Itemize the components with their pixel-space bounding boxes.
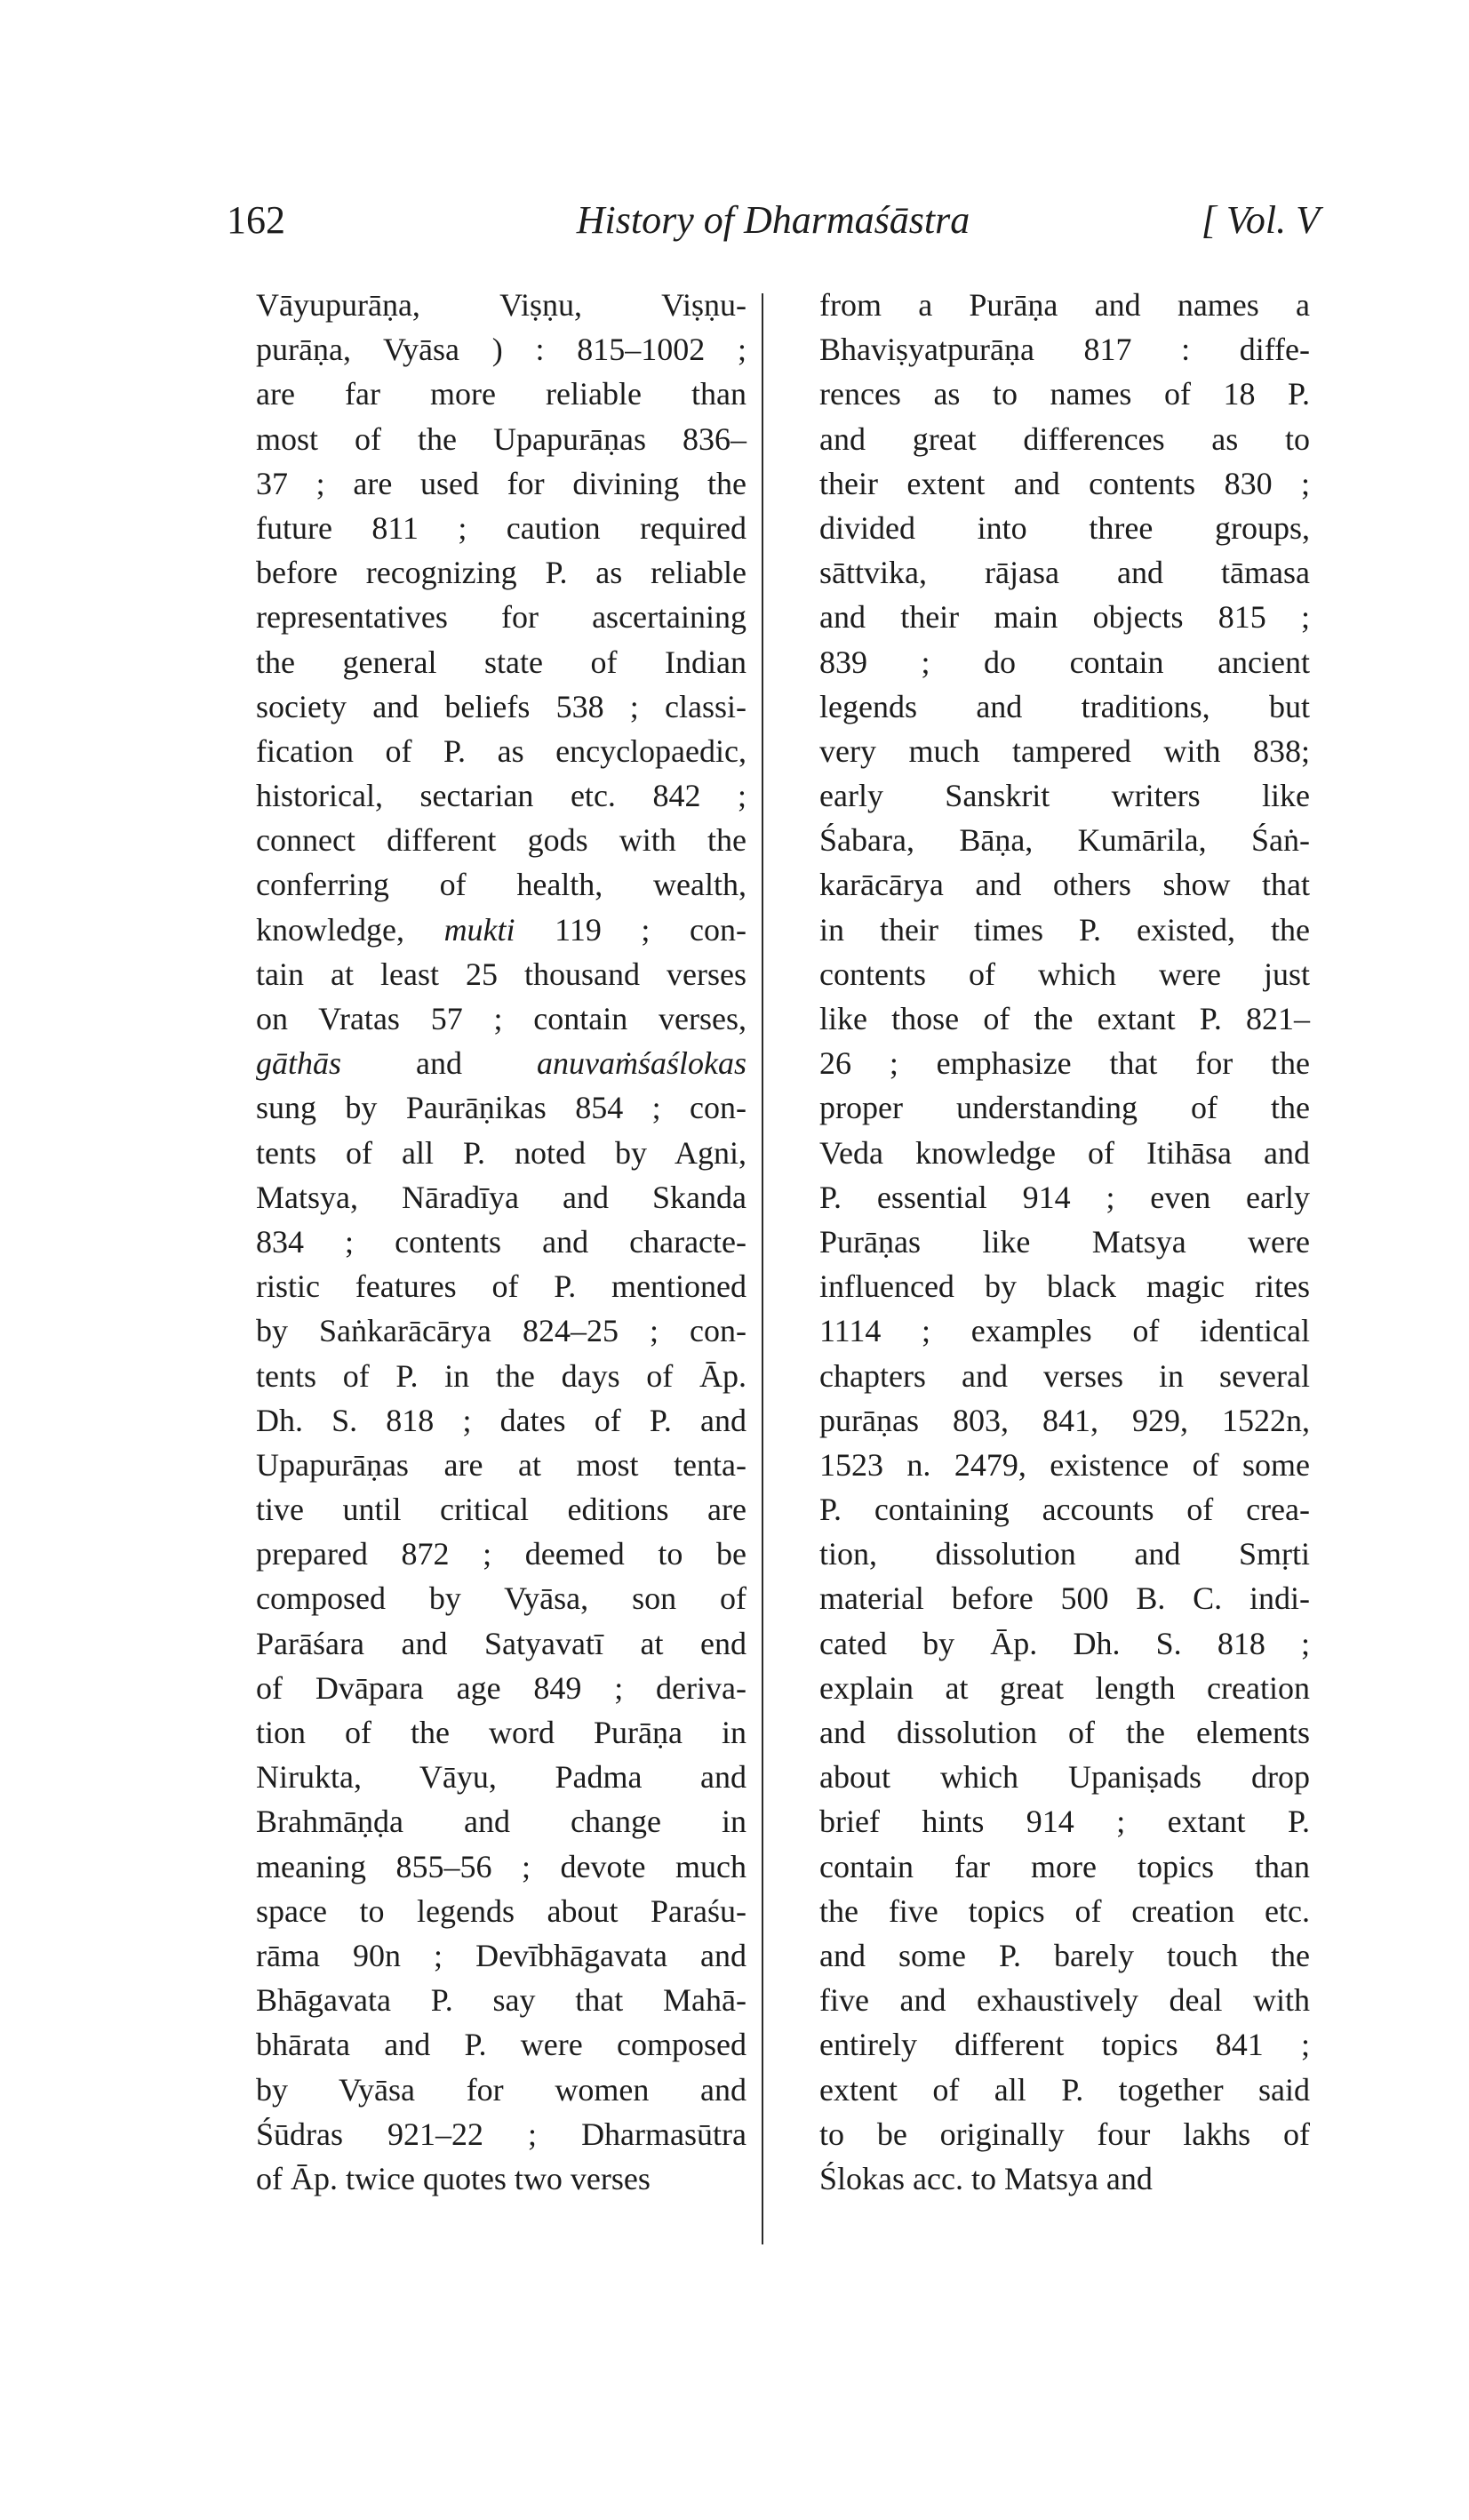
index-line: from a Purāṇa and names a [819, 287, 1310, 323]
index-line: early Sanskrit writers like [819, 778, 1310, 814]
index-line: gāthās and anuvaṁśaślokas [256, 1045, 746, 1082]
index-line: proper understanding of the [819, 1090, 1310, 1126]
index-line: Bhaviṣyatpurāṇa 817 : diffe- [819, 332, 1310, 368]
index-line: and their main objects 815 ; [819, 599, 1310, 636]
index-line: bhārata and P. were composed [256, 2027, 746, 2063]
index-line: 839 ; do contain ancient [819, 644, 1310, 680]
index-line: space to legends about Paraśu- [256, 1892, 746, 1929]
index-line: P. containing accounts of crea- [819, 1492, 1310, 1528]
index-line: of Āp. twice quotes two verses [256, 2160, 651, 2196]
index-line: conferring of health, wealth, [256, 867, 746, 903]
index-line: about which Upaniṣads drop [819, 1759, 1310, 1796]
index-line: meaning 855–56 ; devote much [256, 1848, 746, 1884]
index-line: Veda knowledge of Itihāsa and [819, 1134, 1310, 1171]
index-line: before recognizing P. as reliable [256, 555, 746, 591]
index-line: Upapurāṇas are at most tenta- [256, 1446, 746, 1483]
index-line: Śūdras 921–22 ; Dharmasūtra [256, 2116, 746, 2152]
index-line: and some P. barely touch the [819, 1937, 1310, 1973]
index-line: Dh. S. 818 ; dates of P. and [256, 1402, 746, 1438]
index-line: brief hints 914 ; extant P. [819, 1804, 1310, 1840]
index-line: historical, sectarian etc. 842 ; [256, 778, 746, 814]
index-line: tents of P. in the days of Āp. [256, 1357, 746, 1394]
index-line: 26 ; emphasize that for the [819, 1045, 1310, 1082]
index-line: contents of which were just [819, 956, 1310, 992]
index-line: their extent and contents 830 ; [819, 465, 1310, 501]
index-line: prepared 872 ; deemed to be [256, 1536, 746, 1572]
index-line: and great differences as to [819, 420, 1310, 457]
index-line: and dissolution of the elements [819, 1715, 1310, 1750]
running-title: History of Dharmaśāstra [576, 198, 970, 242]
index-line: 834 ; contents and characte- [256, 1223, 746, 1260]
index-line: material before 500 B. C. indi- [819, 1580, 1310, 1617]
index-line: of Dvāpara age 849 ; deriva- [256, 1669, 746, 1706]
index-line: purāṇa, Vyāsa ) : 815–1002 ; [256, 332, 746, 368]
index-line: society and beliefs 538 ; classi- [256, 688, 746, 724]
index-line: in their times P. existed, the [819, 911, 1310, 948]
index-line: are far more reliable than [256, 376, 746, 412]
index-line: by Saṅkarācārya 824–25 ; con- [256, 1313, 746, 1349]
index-line: ristic features of P. mentioned [256, 1268, 746, 1305]
index-line: 1114 ; examples of identical [819, 1313, 1310, 1349]
index-line: Vāyupurāṇa, Viṣṇu, Viṣṇu- [256, 287, 746, 323]
index-line: Brahmāṇḍa and change in [256, 1804, 746, 1840]
index-line: divided into three groups, [819, 509, 1310, 546]
index-line: representatives for ascertaining [256, 599, 746, 636]
index-line: fication of P. as encyclopaedic, [256, 732, 746, 769]
index-line: Bhāgavata P. say that Mahā- [256, 1982, 746, 2019]
index-line: legends and traditions, but [819, 688, 1310, 724]
index-line: very much tampered with 838; [819, 732, 1310, 769]
column-divider [762, 293, 763, 2244]
index-line: cated by Āp. Dh. S. 818 ; [819, 1625, 1310, 1661]
index-line: entirely different topics 841 ; [819, 2027, 1310, 2063]
index-line: Parāśara and Satyavatī at end [256, 1625, 746, 1661]
index-line: five and exhaustively deal with [819, 1982, 1310, 2019]
index-line: knowledge, mukti 119 ; con- [256, 911, 746, 948]
index-line: tain at least 25 thousand verses [256, 956, 746, 992]
index-line: sāttvika, rājasa and tāmasa [819, 555, 1310, 591]
index-line: by Vyāsa for women and [256, 2071, 746, 2108]
index-line: most of the Upapurāṇas 836– [256, 420, 746, 457]
index-line: like those of the extant P. 821– [819, 1001, 1310, 1036]
index-line: extent of all P. together said [819, 2071, 1310, 2108]
index-line: tion, dissolution and Smṛti [819, 1536, 1310, 1572]
index-column-left [256, 283, 746, 2201]
index-line: 1523 n. 2479, existence of some [819, 1446, 1310, 1483]
index-line: 37 ; are used for divining the [256, 465, 746, 501]
index-line: tents of all P. noted by Agni, [256, 1134, 746, 1171]
index-line: sung by Paurāṇikas 854 ; con- [256, 1090, 746, 1126]
index-line: future 811 ; caution required [256, 509, 746, 546]
index-line: to be originally four lakhs of [819, 2116, 1310, 2152]
index-line: Śabara, Bāṇa, Kumārila, Śaṅ- [819, 822, 1310, 859]
page-header [227, 197, 1320, 251]
index-line: Matsya, Nāradīya and Skanda [256, 1179, 746, 1215]
index-line: Purāṇas like Matsya were [819, 1223, 1310, 1260]
page-number: 162 [227, 198, 285, 242]
index-line: composed by Vyāsa, son of [256, 1580, 746, 1617]
index-line: the general state of Indian [256, 644, 746, 680]
index-line: purāṇas 803, 841, 929, 1522n, [819, 1402, 1310, 1438]
index-line: explain at great length creation [819, 1669, 1310, 1706]
index-line: P. essential 914 ; even early [819, 1179, 1310, 1215]
index-line: influenced by black magic rites [819, 1268, 1310, 1305]
volume-label: [ Vol. V [1201, 198, 1320, 242]
index-line: chapters and verses in several [819, 1357, 1310, 1394]
index-line: connect different gods with the [256, 822, 746, 859]
index-column-right [819, 283, 1310, 2201]
index-line: contain far more topics than [819, 1848, 1310, 1884]
index-line: rāma 90n ; Devībhāgavata and [256, 1937, 746, 1973]
index-line: rences as to names of 18 P. [819, 376, 1310, 412]
index-line: karācārya and others show that [819, 867, 1310, 903]
index-line: Nirukta, Vāyu, Padma and [256, 1759, 746, 1796]
index-line: tion of the word Purāṇa in [256, 1715, 746, 1750]
index-line: the five topics of creation etc. [819, 1892, 1310, 1929]
index-line: Ślokas acc. to Matsya and [819, 2160, 1153, 2196]
index-line: on Vratas 57 ; contain verses, [256, 1001, 746, 1036]
index-line: tive until critical editions are [256, 1492, 746, 1528]
